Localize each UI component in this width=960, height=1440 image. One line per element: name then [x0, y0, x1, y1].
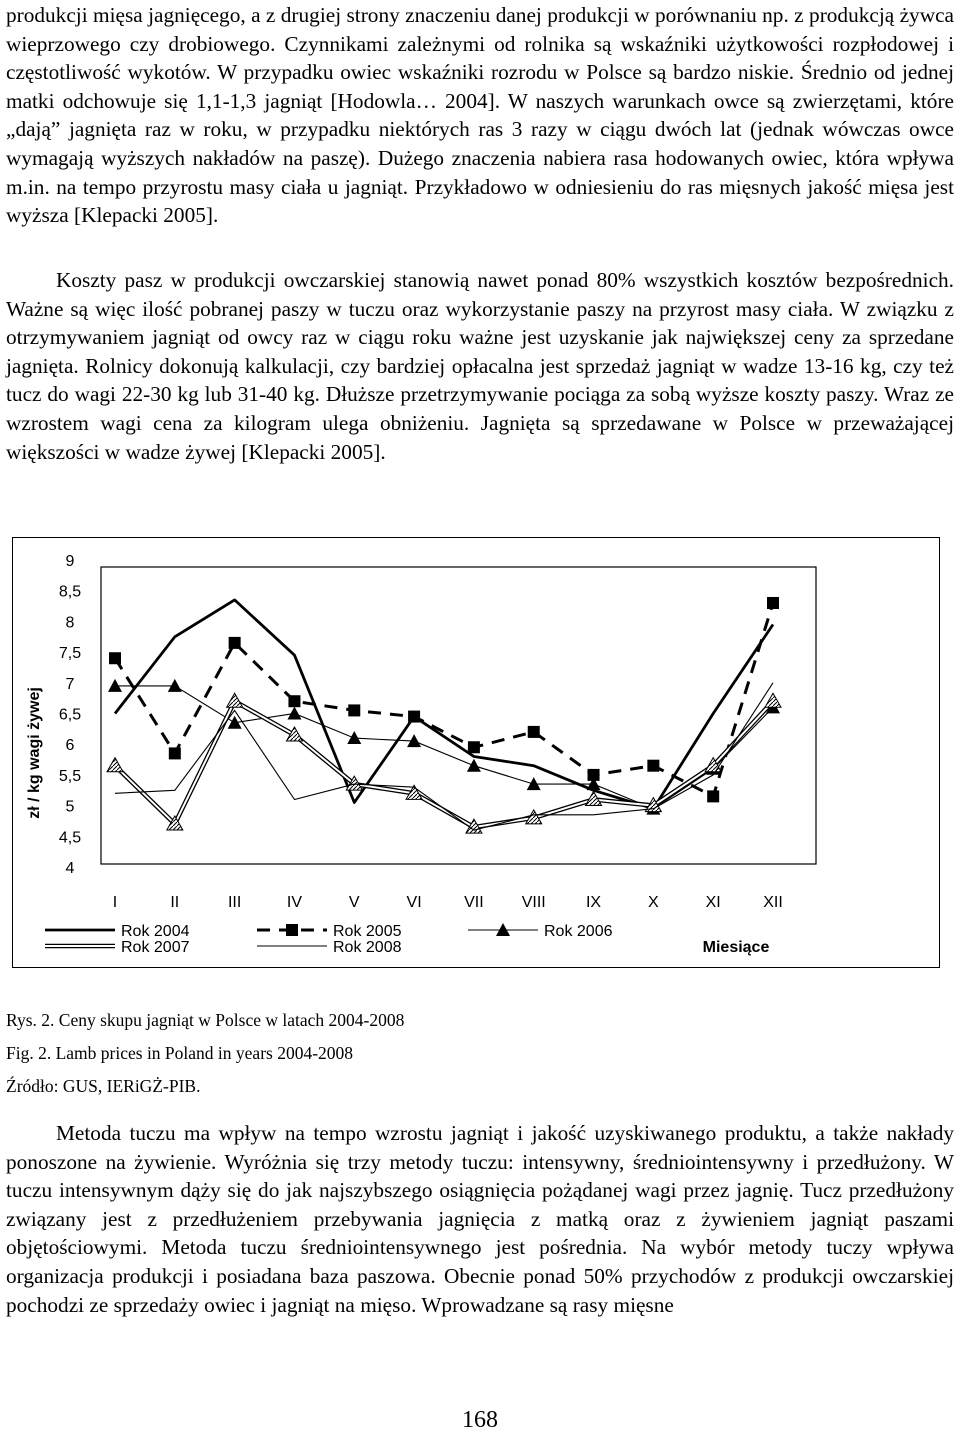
x-tick-label: VII — [464, 894, 484, 911]
data-point-hatched-triangle — [107, 758, 123, 772]
data-point-square — [468, 741, 480, 753]
y-tick-label: 5,5 — [58, 767, 82, 785]
y-tick-label: 9 — [65, 553, 75, 570]
data-point-square — [286, 924, 298, 936]
paragraph-feed-costs: Koszty pasz w produkcji owczarskiej stanowią nawet ponad 80% wszystkich kosztów bezpośrednich. Ważne są więc ilość pobranej paszy w tuczu oraz wykorzystanie paszy na przyrost masy ciała. W związku z otrzymywaniem jagniąt od owcy raz w ciągu roku ważne jest uzyskanie jak największej ceny za sprzedane jagnięta. Rolnicy dokonują kalkulacji, czy bardziej opłacalna jest sprzedaż jagniąt w wadze 13-16 kg, czy też tucz do wagi 22-30 kg lub 31-40 kg. Dłuższe przetrzymywanie pociąga za sobą wyższe koszty paszy. Wraz ze wzrostem wagi cena za kilogram ulega obniżeniu. Jagnięta są sprzedawane w Polsce w przeważającej większości w wadze żywej [Klepacki 2005]. — [6, 268, 954, 464]
data-point-triangle — [287, 707, 301, 720]
x-tick-label: XI — [705, 894, 721, 911]
series-rok-2008 — [115, 683, 773, 830]
series-line — [115, 603, 773, 796]
legend-item — [468, 923, 613, 940]
legend-item — [45, 939, 190, 956]
y-tick-label: 7 — [65, 675, 75, 693]
x-axis-label: Miesiące — [702, 939, 770, 956]
data-point-triangle — [347, 731, 361, 744]
x-tick-label: II — [170, 894, 180, 911]
y-tick-label: 8 — [65, 614, 75, 632]
data-point-hatched-triangle — [227, 693, 243, 707]
data-point-square — [348, 704, 360, 716]
legend-label: Rok 2004 — [121, 923, 190, 940]
legend-item — [257, 923, 402, 940]
legend-label: Rok 2005 — [333, 923, 402, 940]
data-point-square — [288, 695, 300, 707]
y-tick-label: 6 — [65, 737, 75, 755]
x-tick-label: IX — [585, 894, 602, 911]
figure-source: Źródło: GUS, IERiGŻ-PIB. — [6, 1076, 201, 1096]
data-point-square — [707, 790, 719, 802]
x-tick-label: XII — [763, 894, 783, 911]
y-tick-label: 6,5 — [58, 706, 82, 724]
x-tick-label: I — [112, 894, 118, 911]
chart-frame — [12, 537, 940, 968]
x-axis-ticks — [113, 894, 783, 911]
y-axis-ticks — [59, 553, 81, 877]
data-point-square — [647, 760, 659, 772]
data-point-square — [767, 597, 779, 609]
y-tick-label: 4 — [65, 860, 75, 877]
lamb-price-chart — [13, 538, 939, 967]
y-tick-label: 4,5 — [58, 829, 82, 847]
paragraph-fattening-methods: Metoda tuczu ma wpływ na tempo wzrostu jagniąt i jakość uzyskiwanego produktu, a także nakłady ponoszone na żywienie. Wyróżnia się trzy metody tuczu: intensywny, średniointensywny i przedłużony. W tuczu intensywnym dąży się do jak najszybszego osiągnięcia pożądanej wagi przez jagnię. Tucz przedłużony związany jest z przedłużeniem przebywania jagnięcia z matką oraz z żywieniem jagniąt paszami objętościowymi. Metoda tuczu średniointensywnego jest pośrednia. Na wybór metody tuczy wpływa organizacja produkcji i posiadana baza paszowa. Obecnie ponad 50% przychodów z produkcji owczarskiej pochodzi ze sprzedaży owiec i jagniąt na mięso. Wprowadzane są rasy mięsne — [6, 1121, 954, 1317]
y-tick-label: 7,5 — [58, 645, 82, 663]
data-point-square — [169, 747, 181, 759]
figure-caption-english: Fig. 2. Lamb prices in Poland in years 2004-2008 — [6, 1043, 354, 1063]
x-tick-label: III — [227, 894, 242, 911]
data-point-square — [229, 637, 241, 649]
y-axis-label: zł / kg wagi żywej — [26, 687, 43, 819]
series-rok-2005 — [109, 597, 779, 802]
x-tick-label: X — [648, 894, 659, 911]
paragraph-continued: produkcji mięsa jagnięcego, a z drugiej strony znaczeniu danej produkcji w porównaniu np. z produkcją żywca wieprzowego czy drobiowego. Czynnikami zależnymi od rolnika są wskaźniki użytkowości rozpłodowej i częstotliwość wykotów. W przypadku owiec wskaźniki rozrodu w Polsce są bardzo niskie. Średnio od jednej matki odchowuje się 1,1-1,3 jagniąt [Hodowla… 2004]. W naszych warunkach owce są zwierzętami, które „dają” jagnięta raz w roku, w przypadku niektórych ras 3 razy w ciągu dwóch lat (jednak wówczas owce wymagają wyższych nakładów na paszę). Dużego znaczenia nabiera rasa hodowanych owiec, która wpływa m.in. na tempo przyrostu masy ciała u jagniąt. Przykładowo w odniesieniu do ras mięsnych jakość mięsa jest wyższa [Klepacki 2005]. — [6, 3, 954, 228]
figure-caption-polish: Rys. 2. Ceny skupu jagniąt w Polsce w latach 2004-2008 — [6, 1010, 405, 1030]
y-tick-label: 8,5 — [58, 583, 82, 601]
y-tick-label: 5 — [65, 798, 75, 816]
legend-item — [257, 939, 402, 956]
page-number: 168 — [462, 1407, 498, 1433]
legend-item — [45, 923, 190, 940]
chart-legend — [45, 923, 613, 956]
x-tick-label: V — [348, 894, 360, 911]
legend-label: Rok 2008 — [333, 939, 402, 956]
data-point-triangle — [467, 759, 481, 772]
data-point-square — [109, 652, 121, 664]
series-rok-2007 — [107, 693, 781, 833]
legend-label: Rok 2007 — [121, 939, 190, 956]
data-point-hatched-triangle — [765, 693, 781, 707]
data-point-square — [528, 726, 540, 738]
data-point-square — [408, 711, 420, 723]
x-tick-label: IV — [286, 894, 303, 911]
series-line — [115, 683, 773, 830]
x-tick-label: VIII — [521, 894, 546, 911]
legend-label: Rok 2006 — [544, 923, 613, 940]
series-layer — [107, 597, 781, 833]
x-tick-label: VI — [406, 894, 422, 911]
